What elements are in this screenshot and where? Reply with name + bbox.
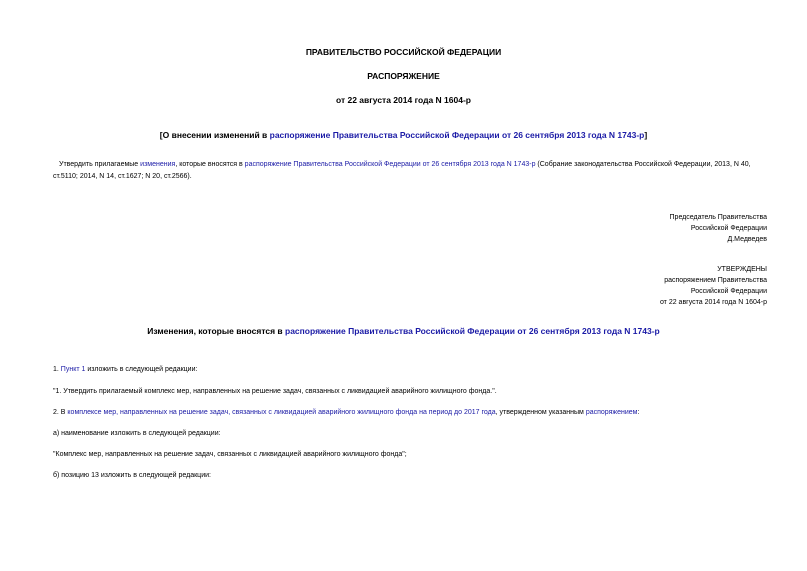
approval-block [660, 264, 767, 308]
signature-line-3: Д.Медведев [727, 236, 767, 243]
item-2-link-order[interactable]: распоряжением [585, 409, 638, 416]
item-b: б) позицию 13 изложить в следующей редакции: [53, 472, 211, 479]
item-a-quote: "Комплекс мер, направленных на решение задач, связанных с ликвидацией аварийного жилищного фонда"; [53, 451, 407, 458]
item-2-text: , утвержденном указанным [495, 409, 586, 416]
approval-line-3: Российской Федерации [690, 288, 767, 295]
title-suffix: ] [644, 130, 648, 140]
item-1-number: 1. [53, 366, 61, 373]
item-1-text: изложить в следующей редакции: [85, 366, 198, 373]
approval-line-4: от 22 августа 2014 года N 1604-р [659, 299, 767, 306]
approval-line-1: УТВЕРЖДЕНЫ [717, 266, 767, 273]
item-2-colon: : [637, 409, 640, 416]
intro-text-3: (Собрание законодательства Российской Федерации, 2013, N 40, ст.5110; 2014, N 14, ст.1627; N 20, ст.2566). [53, 161, 751, 180]
title-link[interactable]: распоряжение Правительства Российской Федерации от 26 сентября 2013 года N 1743-р [269, 130, 645, 140]
signature-block [670, 212, 767, 245]
signature-line-1: Председатель Правительства [669, 214, 767, 221]
intro-link-order[interactable]: распоряжение Правительства Российской Федерации от 26 сентября 2013 года N 1743-р [244, 161, 536, 168]
item-1-link[interactable]: Пункт 1 [60, 366, 86, 373]
intro-text-2: , которые вносятся в [175, 161, 245, 168]
government-heading: ПРАВИТЕЛЬСТВО РОССИЙСКОЙ ФЕДЕРАЦИИ [305, 47, 502, 57]
changes-heading-prefix: Изменения, которые вносятся в [147, 326, 286, 336]
item-2 [53, 409, 639, 416]
item-1-quote: "1. Утвердить прилагаемый комплекс мер, направленных на решение задач, связанных с ликвидацией аварийного жилищного фонда.". [53, 388, 497, 395]
intro-paragraph [53, 159, 768, 182]
item-2-number: 2. В [53, 409, 68, 416]
changes-heading-link[interactable]: распоряжение Правительства Российской Федерации от 26 сентября 2013 года N 1743-р [285, 326, 660, 336]
intro-link-changes[interactable]: изменения [140, 161, 176, 168]
document-date: от 22 августа 2014 года N 1604-р [335, 95, 471, 105]
document-title [0, 130, 807, 140]
document-type: РАСПОРЯЖЕНИЕ [367, 71, 440, 81]
changes-heading [0, 326, 807, 336]
item-2-link-complex[interactable]: комплексе мер, направленных на решение задач, связанных с ликвидацией аварийного жилищного фонда на период до 2017 года [67, 409, 496, 416]
signature-line-2: Российской Федерации [690, 225, 767, 232]
item-a: а) наименование изложить в следующей редакции: [53, 430, 221, 437]
item-1 [53, 366, 197, 373]
title-prefix: [О внесении изменений в [159, 130, 270, 140]
approval-line-2: распоряжением Правительства [664, 277, 767, 284]
intro-text-1: Утвердить прилагаемые [59, 161, 141, 168]
